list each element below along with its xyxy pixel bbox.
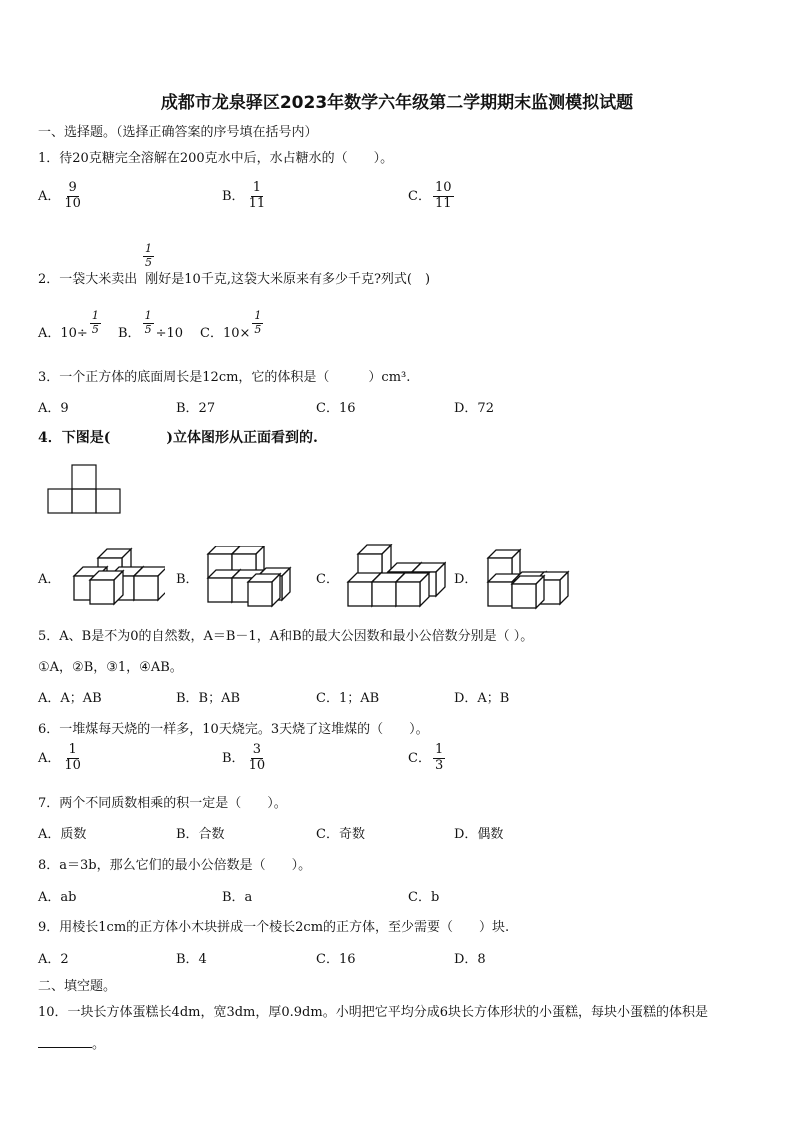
question-7-option-d: D．偶数 <box>454 827 504 842</box>
question-8-option-b: B．a <box>222 890 253 905</box>
cube <box>248 574 280 606</box>
question-4-option-d: D． <box>454 572 478 587</box>
question-4-option-b: B． <box>176 572 199 587</box>
question-5-choices: ①A，②B，③1，④AB。 <box>38 660 183 675</box>
question-8-text: 8．a＝3b，那么它们的最小公倍数是（ ）。 <box>38 858 312 873</box>
cube <box>396 573 429 606</box>
question-2-option-a: A．10÷ $\frac{1}{5}$ <box>38 309 99 341</box>
question-3-option-b: B．27 <box>176 401 216 416</box>
cube <box>134 567 165 600</box>
question-3-option-c: C．16 <box>316 401 356 416</box>
question-1-option-b: B． $\frac{1}{11}$ <box>222 180 266 211</box>
question-1-option-c: C． $\frac{10}{11}$ <box>408 180 452 211</box>
question-5-option-a: A．A；AB <box>38 691 102 706</box>
answer-blank[interactable] <box>38 1035 92 1048</box>
section-heading-fill: 二、填空题。 <box>38 979 117 994</box>
question-7-option-b: B．合数 <box>176 827 225 842</box>
question-3-option-a: A．9 <box>38 401 69 416</box>
question-8-option-a: A．ab <box>38 890 77 905</box>
question-9-text: 9．用棱长1cm的正方体小木块拼成一个棱长2cm的正方体，至少需要（ ）块. <box>38 920 510 935</box>
question-9-option-a: A．2 <box>38 952 69 967</box>
question-7-option-a: A．质数 <box>38 827 87 842</box>
question-9-option-b: B．4 <box>176 952 207 967</box>
option-c-cubes-figure <box>344 544 446 610</box>
question-4-option-c: C． <box>316 572 339 587</box>
option-d-cubes-figure <box>484 548 576 610</box>
question-6-option-b: B． $\frac{3}{10}$ <box>222 742 266 773</box>
question-6-text: 6．一堆煤每天烧的一样多，10天烧完。3天烧了这堆煤的（ ）。 <box>38 722 429 737</box>
cube <box>90 571 123 604</box>
question-7-text: 7．两个不同质数相乘的积一定是（ ）。 <box>38 796 287 811</box>
question-2-text: 2．一袋大米卖出 刚好是10千克,这袋大米原来有多少千克?列式( ) <box>38 272 431 287</box>
question-5-text: 5．A、B是不为0的自然数，A＝B－1，A和B的最大公因数和最小公倍数分别是（ ）。 <box>38 629 534 644</box>
question-10-text: 10．一块长方体蛋糕长4dm，宽3dm，厚0.9dm。小明把它平均分成6块长方体形状的小蛋糕，每块小蛋糕的体积是 <box>38 1005 708 1020</box>
question-1-option-a: A． $\frac{9}{10}$ <box>38 180 81 211</box>
question-6-option-a: A． $\frac{1}{10}$ <box>38 742 81 773</box>
section-heading-choice: 一、选择题。（选择正确答案的序号填在括号内） <box>38 125 318 140</box>
question-4-option-a: A． <box>38 572 61 587</box>
question-5-option-b: B．B；AB <box>176 691 241 706</box>
question-3-option-d: D．72 <box>454 401 494 416</box>
question-10-answer: 。 <box>38 1033 105 1052</box>
question-4-text: 4．下图是( )立体图形从正面看到的. <box>38 430 318 446</box>
option-b-cubes-figure <box>206 546 298 608</box>
question-5-option-c: C．1；AB <box>316 691 380 706</box>
question-1-text: 1．待20克糖完全溶解在200克水中后，水占糖水的（ ）。 <box>38 151 394 166</box>
page-title: 成都市龙泉驿区2023年数学六年级第二学期期末监测模拟试题 <box>160 93 634 113</box>
question-2-option-b: B． $\frac{1}{5}$ ÷10 <box>118 309 183 341</box>
question-7-option-c: C．奇数 <box>316 827 365 842</box>
question-9-option-c: C．16 <box>316 952 356 967</box>
question-9-option-d: D．8 <box>454 952 486 967</box>
option-a-cubes-figure <box>70 542 165 608</box>
cube <box>512 576 544 608</box>
question-2-option-c: C．10× $\frac{1}{5}$ <box>200 309 262 341</box>
question-6-option-c: C． $\frac{1}{3}$ <box>408 742 444 773</box>
question-8-option-c: C．b <box>408 890 440 905</box>
question-2-fraction: $\frac{1}{5}$ <box>145 242 152 269</box>
question-3-text: 3．一个正方体的底面周长是12cm，它的体积是（ ）cm³. <box>38 370 411 385</box>
question-5-option-d: D．A；B <box>454 691 510 706</box>
front-view-figure <box>46 463 122 515</box>
